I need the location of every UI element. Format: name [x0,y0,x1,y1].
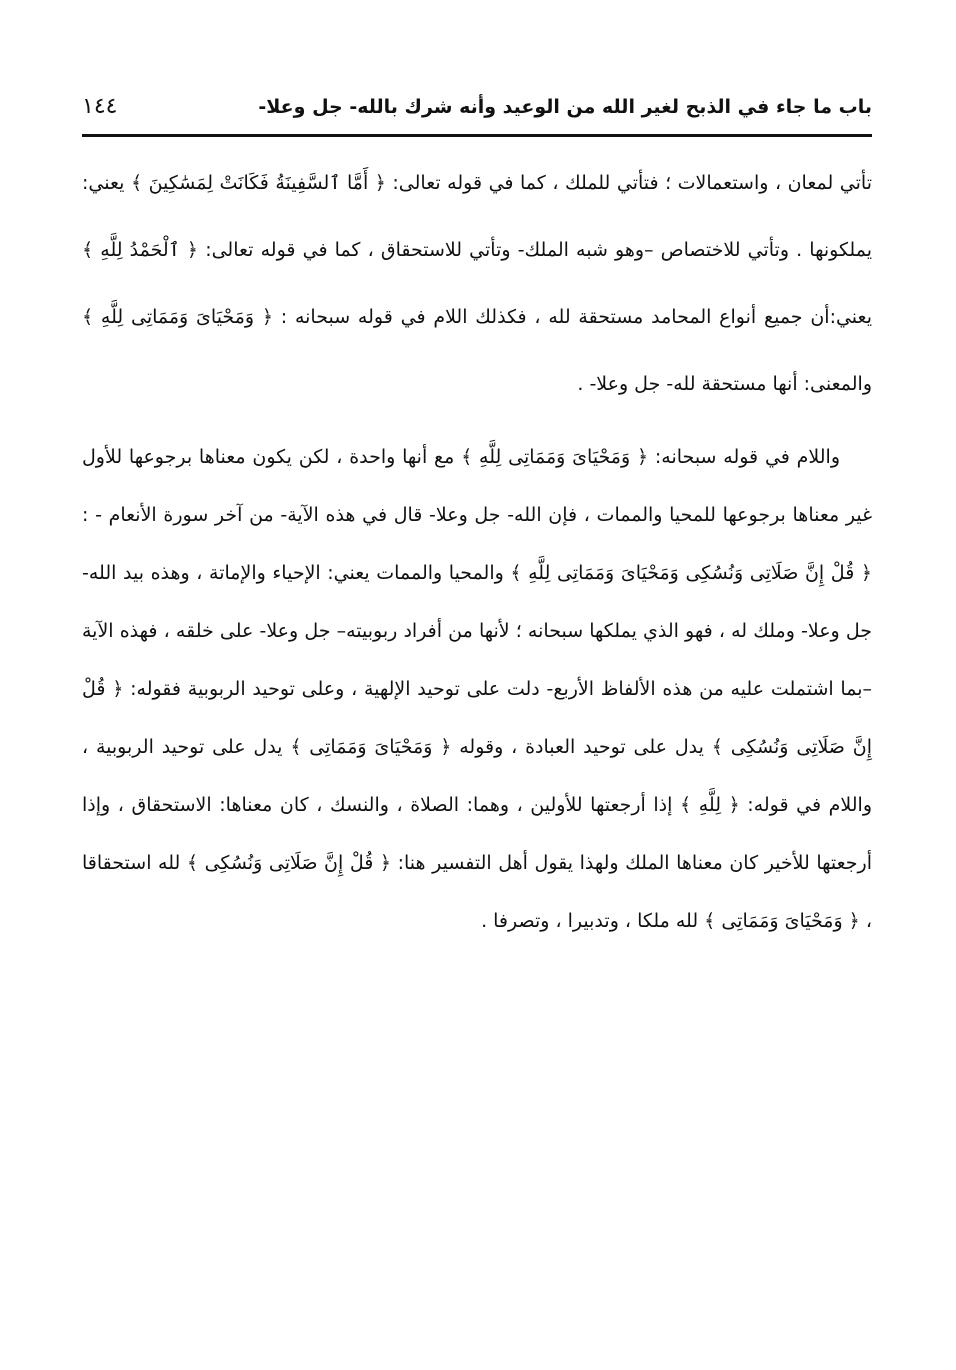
paragraph-2: واللام في قوله سبحانه: ﴿ وَمَحْيَاىَ وَمَمَاتِى لِلَّهِ ﴾ مع أنها واحدة ، لكن يكون معناها برجوعها للأول غير معناها برجوعها للمحيا والممات ، فإن الله- جل وعلا- قال في هذه الآية- من آخر سورة الأنعام - : ﴿ قُلْ إِنَّ صَلَاتِى وَنُسُكِى وَمَحْيَاىَ وَمَمَاتِى لِلَّهِ ﴾ والمحيا والممات يعني: الإحياء والإماتة ، وهذه بيد الله- جل وعلا- وملك له ، فهو الذي يملكها سبحانه ؛ لأنها من أفراد ربوبيته– جل وعلا- على خلقه ، فهذه الآية –بما اشتملت عليه من هذه الألفاظ الأربع- دلت على توحيد الإلهية ، وعلى توحيد الربوبية فقوله: ﴿ قُلْ إِنَّ صَلَاتِى وَنُسُكِى ﴾ يدل على توحيد العبادة ، وقوله ﴿ وَمَحْيَاىَ وَمَمَاتِى ﴾ يدل على توحيد الربوبية ، واللام في قوله: ﴿ لِلَّهِ ﴾ إذا أرجعتها للأولين ، وهما: الصلاة ، والنسك ، كان معناها: الاستحقاق ، وإذا أرجعتها للأخير كان معناها الملك ولهذا يقول أهل التفسير هنا: ﴿ قُلْ إِنَّ صَلَاتِى وَنُسُكِى ﴾ لله استحقاقا ، ﴿ وَمَحْيَاىَ وَمَمَاتِى ﴾ لله ملكا ، وتدبيرا ، وتصرفا . [82,446,872,932]
running-title: باب ما جاء في الذبح لغير الله من الوعيد وأنه شرك بالله- جل وعلا- [258,96,872,118]
body-text [82,150,872,950]
page-number: ١٤٤ [82,94,118,119]
paragraph-1: تأتي لمعان ، واستعمالات ؛ فتأتي للملك ، كما في قوله تعالى: ﴿ أَمَّا ٱلسَّفِينَةُ فَكَانَتْ لِمَسَٰكِينَ ﴾ يعني: يملكونها . وتأتي للاختصاص –وهو شبه الملك- وتأتي للاستحقاق ، كما في قوله تعالى: ﴿ ٱلْحَمْدُ لِلَّهِ ﴾ يعني:أن جميع أنواع المحامد مستحقة لله ، فكذلك اللام في قوله سبحانه : ﴿ وَمَحْيَاىَ وَمَمَاتِى لِلَّهِ ﴾ والمعنى: أنها مستحقة لله- جل وعلا- . [82,172,872,395]
header-rule [82,134,872,137]
page-header [82,92,872,132]
